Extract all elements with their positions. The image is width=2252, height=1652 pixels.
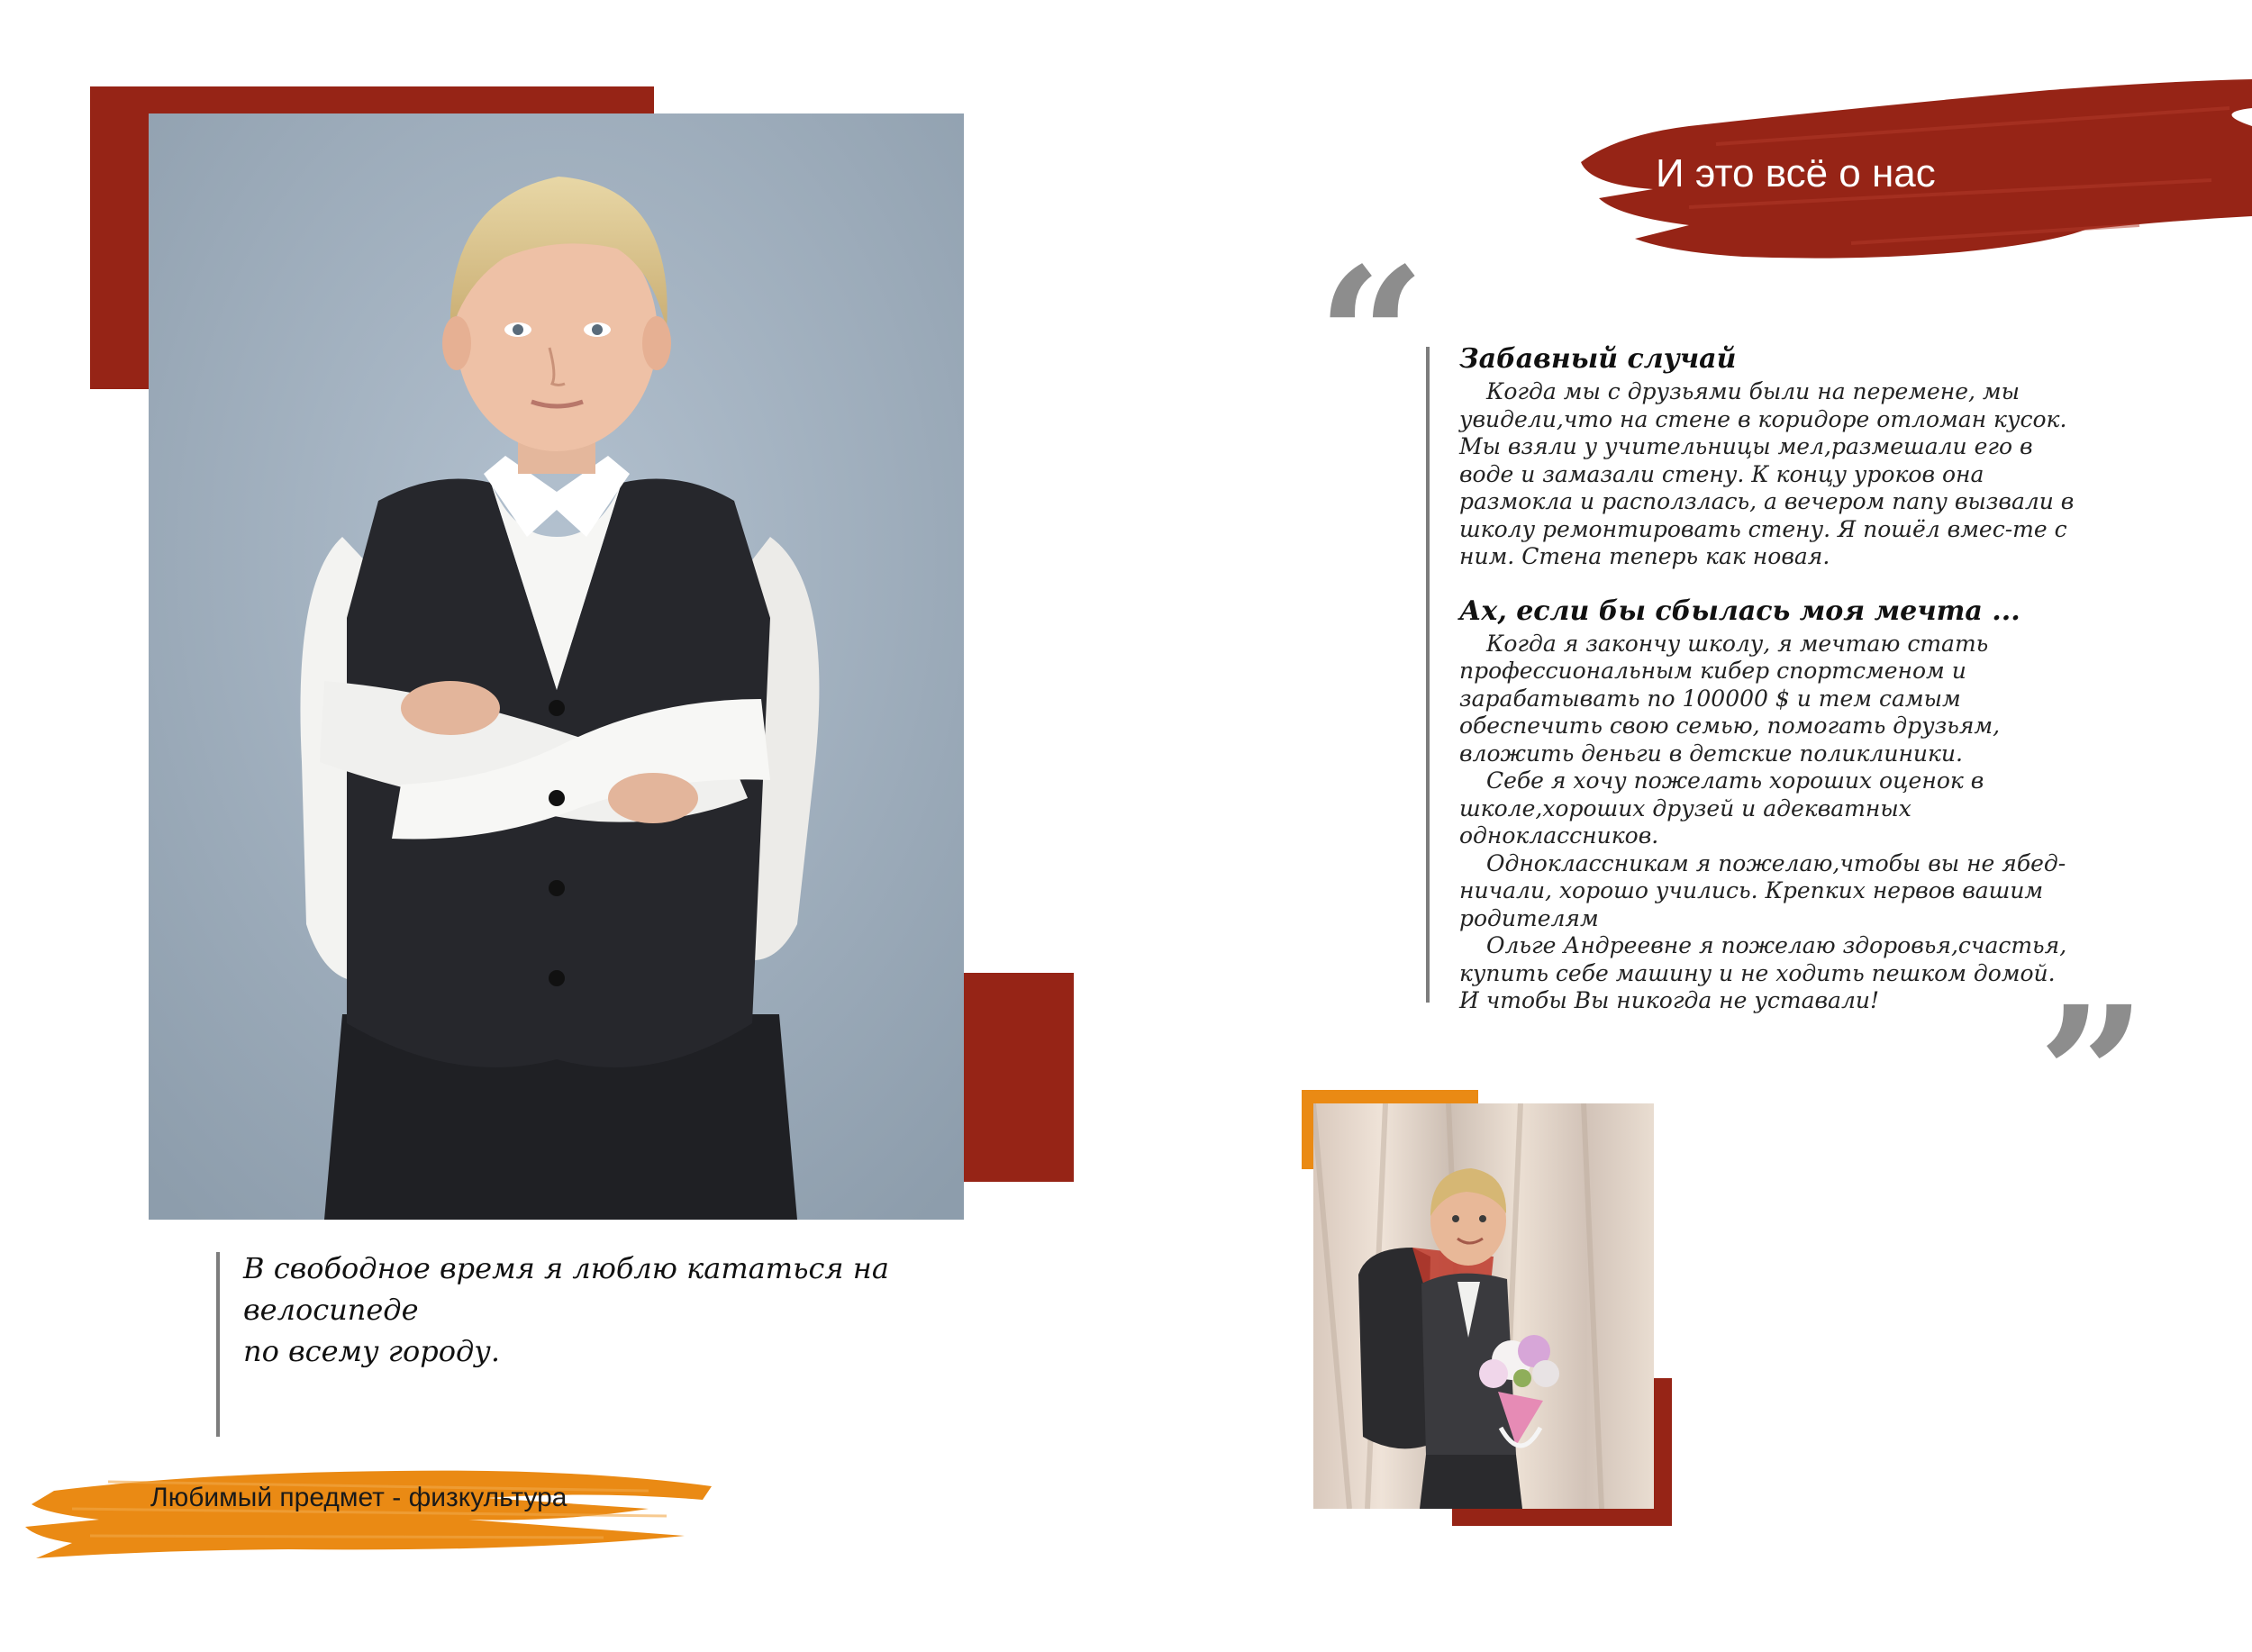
section-paragraph: Когда я закончу школу, я мечтаю стать профессиональным кибер спортсменом и зарабатывать по 100000 $ и тем самым обеспечить свою семью, помогать друзьям, вложить деньги в детские поликлиники. (1459, 630, 2001, 767)
page-heading: И это всё о нас (1656, 151, 1936, 195)
first-day-photo (1313, 1103, 1654, 1509)
portrait-photo (149, 113, 964, 1220)
section-title: Забавный случай (1459, 343, 1737, 375)
text-divider (1426, 347, 1430, 1003)
section-paragraph: Одноклассникам я пожелаю,чтобы вы не ябед-ничали, хорошо учились. Крепких нервов вашим родителям (1459, 849, 2066, 931)
section-title: Ах, если бы сбылась моя мечта ... (1459, 595, 2020, 627)
close-quote-icon: ” (2038, 965, 2147, 1187)
hobby-caption (243, 1248, 1054, 1372)
story-text-block (1459, 342, 2081, 1015)
caption-line: В свободное время я люблю кататься на велосипеде (243, 1251, 889, 1327)
caption-line: по всему городу. (243, 1334, 500, 1368)
open-quote-icon: “ (1317, 226, 1426, 449)
section-paragraph: Когда мы с друзьями были на перемене, мы увидели,что на стене в коридоре отломан кусок. Мы взяли у учительницы мел,размешали его в воде и замазали стену. К концу уроков она размокла и расползлась, а вечером папу вызвали в школу ремонтировать стену. Я пошёл вмес-те с ним. Стена теперь как новая. (1459, 378, 2075, 569)
caption-divider (216, 1252, 220, 1437)
favorite-subject-label: Любимый предмет - физкультура (150, 1483, 568, 1512)
section-paragraph: Себе я хочу пожелать хороших оценок в школе,хороших друзей и адекватных одноклассников. (1459, 767, 1984, 849)
red-accent-block-small (955, 973, 1074, 1182)
section-paragraph: Ольге Андреевне я пожелаю здоровья,счастья, купить себе машину и не ходить пешком домой. И чтобы Вы никогда не уставали! (1459, 932, 2067, 1013)
